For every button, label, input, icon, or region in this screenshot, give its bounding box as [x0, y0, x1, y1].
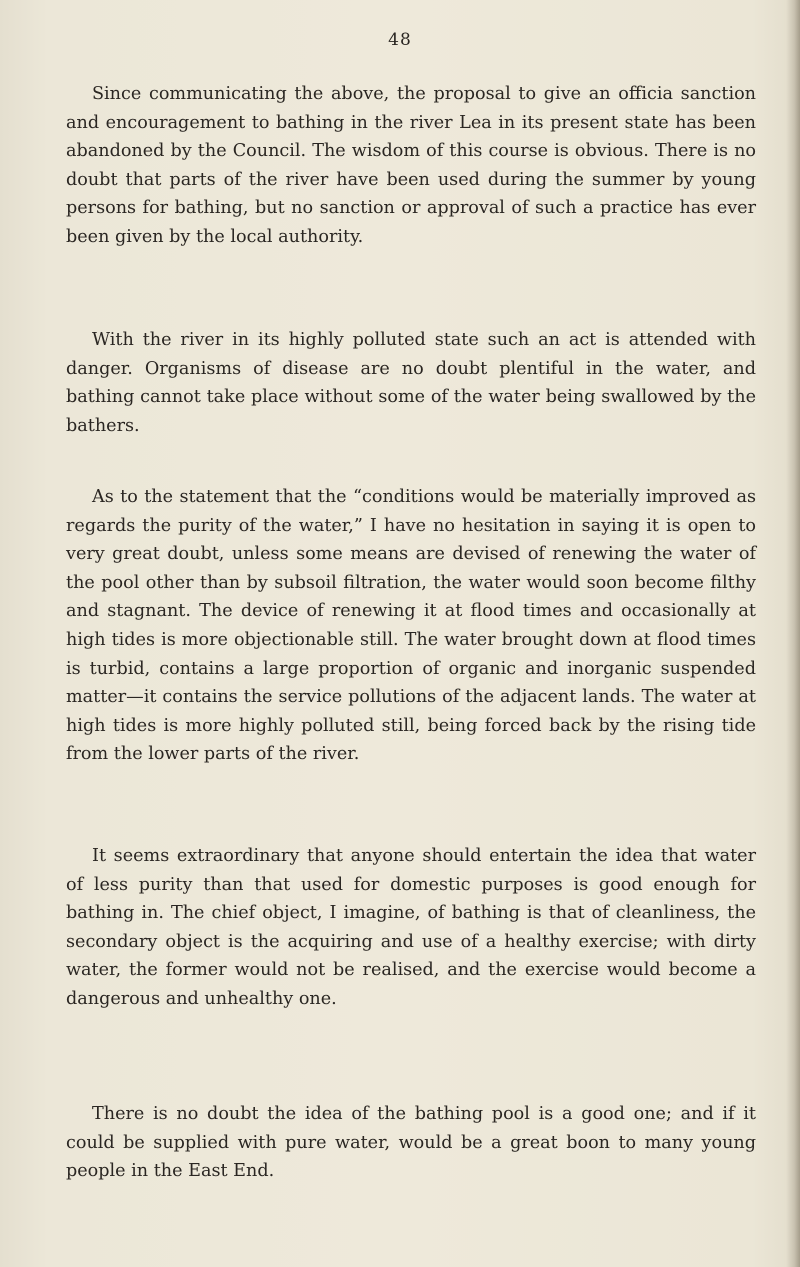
paragraph-1: Since communicating the above, the proposal to give an officia sanction and encouragement to bathing in the river Lea in its present state has been abandoned by the Council. The wisdom of this course is obvious. There is no doubt that parts of the river have been used during the summer by young persons for bathing, but no sanction or approval of such a practice has ever been given by the local authority. [66, 84, 756, 247]
paragraph-2: With the river in its highly polluted state such an act is attended with danger. Organisms of disease are no doubt plentiful in the water, and bathing cannot take place without some of the water being swallowed by the bathers. [66, 330, 756, 436]
page-edge-shadow [786, 0, 800, 1267]
paragraph-5: There is no doubt the idea of the bathing pool is a good one; and if it could be supplied with pure water, would be a great boon to many young people in the East End. [66, 1104, 756, 1182]
page-number: 48 [388, 30, 412, 50]
paragraph-3: As to the statement that the “conditions would be materially improved as regards the purity of the water,” I have no hesitation in saying it is open to very great doubt, unless some means are devised of renewing the water of the pool other than by subsoil filtration, the water would soon become filthy and stagnant. The device of renewing it at flood times and occasionally at high tides is more objectionable still. The water brought down at flood times is turbid, contains a large proportion of organic and inorganic suspended matter—it contains the service pollutions of the adjacent lands. The water at high tides is more highly polluted still, being forced back by the rising tide from the lower parts of the river. [66, 487, 756, 765]
paragraph-4: It seems extraordinary that anyone should entertain the idea that water of less purity than that used for domestic purposes is good enough for bathing in. The chief object, I imagine, of bathing is that of cleanliness, the secondary object is the acquiring and use of a healthy exercise; with dirty water, the former would not be realised, and the exercise would become a dangerous and unhealthy one. [66, 846, 756, 1009]
